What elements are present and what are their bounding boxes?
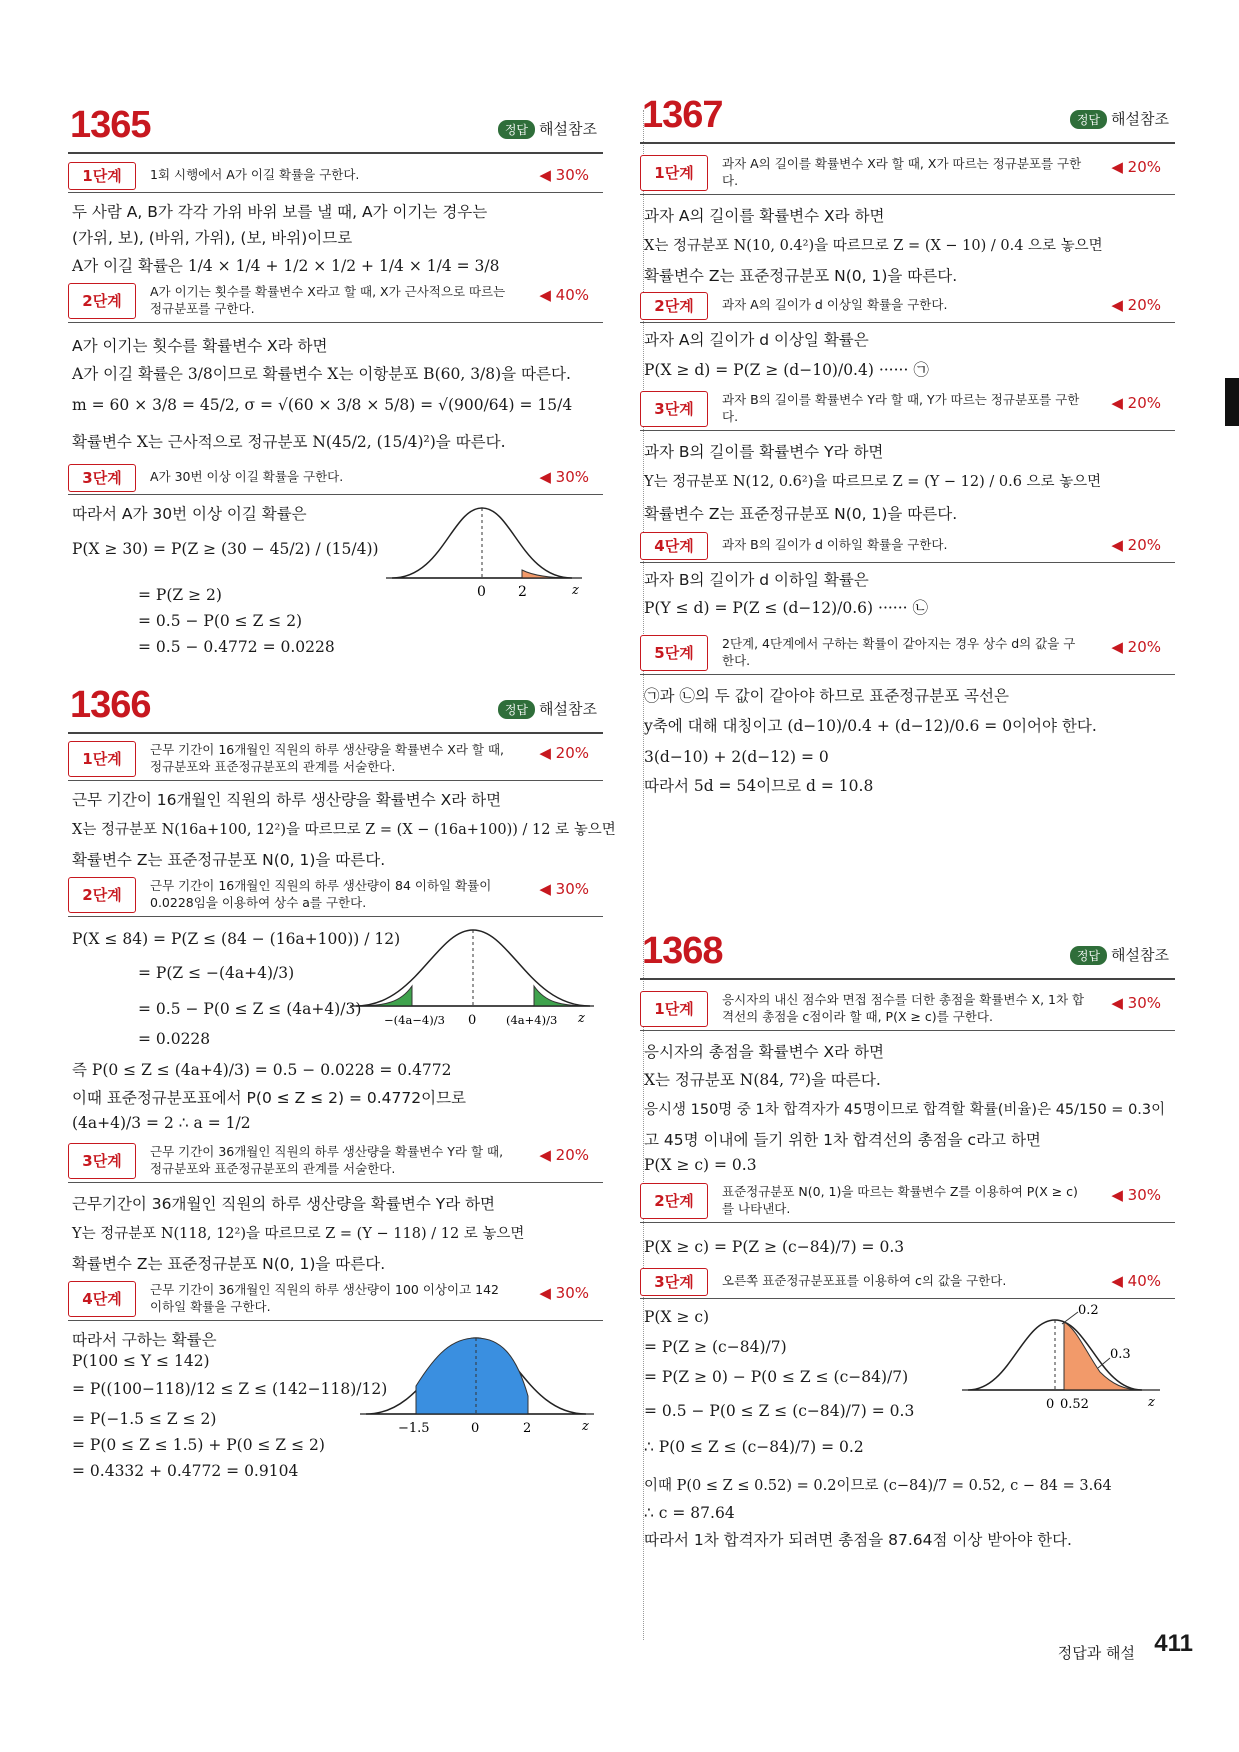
shaded-region (416, 1338, 528, 1414)
area-label-0-3: 0.3 (1110, 1347, 1131, 1362)
axis-label: z (1148, 1395, 1155, 1410)
problem-number: 1368 (642, 930, 723, 972)
axis-label: z (578, 1011, 585, 1026)
answer-ref (498, 118, 597, 139)
step-pct: ◀ 30% (1111, 1186, 1161, 1204)
step-desc: 근무 기간이 36개월인 직원의 하루 생산량을 확률변수 Y라 할 때, 정규분포와 표준정규분포의 관계를 서술한다. (150, 1144, 504, 1176)
tick-0: 0 (1046, 1397, 1055, 1412)
problem-1368 (640, 930, 1175, 1630)
formula: = P(Z ≤ −(4a+4)/3) (138, 964, 295, 982)
step-2 (68, 280, 603, 323)
problem-1367 (640, 94, 1175, 894)
step-tag: 2단계 (68, 283, 136, 319)
step-5 (640, 632, 1175, 675)
answer-ref (1070, 944, 1169, 965)
step-1 (640, 988, 1175, 1031)
step-desc: 근무 기간이 36개월인 직원의 하루 생산량이 100 이상이고 142 이하일 확률을 구한다. (150, 1282, 499, 1314)
step-desc: 과자 B의 길이를 확률변수 Y라 할 때, Y가 따르는 정규분포를 구한다. (722, 392, 1080, 424)
formula: y축에 대해 대칭이고 (d−10)/0.4 + (d−12)/0.6 = 0이어야 한다. (644, 717, 1097, 735)
step-1 (68, 160, 603, 193)
problem-number: 1367 (642, 94, 723, 136)
text-line: ㉠과 ㉡의 두 값이 같아야 하므로 표준정규분포 곡선은 (644, 687, 1009, 705)
formula: = 0.4332 + 0.4772 = 0.9104 (72, 1462, 299, 1480)
tick-0: 0 (468, 1013, 477, 1028)
tick-052: 0.52 (1060, 1397, 1089, 1412)
step-tag: 1단계 (640, 991, 708, 1027)
formula: P(X ≥ c) = 0.3 (644, 1156, 757, 1174)
tick-right: 2 (523, 1421, 532, 1436)
answer-text: 해설참조 (1111, 110, 1169, 128)
step-pct: ◀ 20% (1111, 638, 1161, 656)
formula: ∴ P(0 ≤ Z ≤ (c−84)/7) = 0.2 (644, 1438, 864, 1456)
step-pct: ◀ 20% (539, 744, 589, 762)
step-pct: ◀ 20% (1111, 296, 1161, 314)
step-desc: 과자 A의 길이가 d 이상일 확률을 구한다. (722, 297, 948, 312)
text-line: 확률변수 Z는 표준정규분포 N(0, 1)을 따른다. (644, 505, 958, 523)
normal-curve-figure (960, 1302, 1170, 1422)
step-tag: 2단계 (68, 877, 136, 913)
answer-ref (498, 698, 597, 719)
step-3 (640, 388, 1175, 431)
step-desc: 응시자의 내신 점수와 면접 점수를 더한 총점을 확률변수 X, 1차 합격선의 총점을 c점이라 할 때, P(X ≥ c)를 구한다. (722, 992, 1085, 1024)
text-line: 확률변수 Z는 표준정규분포 N(0, 1)을 따른다. (72, 1255, 386, 1273)
answer-badge: 정답 (498, 700, 535, 719)
text-line: 과자 B의 길이가 d 이하일 확률은 (644, 571, 869, 589)
text-line: 근무기간이 36개월인 직원의 하루 생산량을 확률변수 Y라 하면 (72, 1195, 496, 1213)
problem-number: 1365 (70, 104, 151, 146)
text-line: 두 사람 A, B가 각각 가위 바위 보를 낼 때, A가 이기는 경우는 (72, 203, 488, 221)
text-line: 따라서 구하는 확률은 (72, 1331, 217, 1349)
formula: = P(Z ≥ 2) (138, 586, 222, 604)
tick-left: −1.5 (398, 1421, 430, 1436)
formula: P(100 ≤ Y ≤ 142) (72, 1352, 210, 1370)
formula: = P((100−118)/12 ≤ Z ≤ (142−118)/12) (72, 1380, 388, 1398)
text-line: 확률변수 Z는 표준정규분포 N(0, 1)을 따른다. (72, 851, 386, 869)
text-line: (가위, 보), (바위, 가위), (보, 바위)이므로 (72, 229, 353, 247)
formula: m = 60 × 3/8 = 45/2, σ = √(60 × 3/8 × 5/8) = √(900/64) = 15/4 (72, 396, 573, 414)
step-desc: 근무 기간이 16개월인 직원의 하루 생산량을 확률변수 X라 할 때, 정규분포와 표준정규분포의 관계를 서술한다. (150, 742, 505, 774)
page-number: 411 (1154, 1630, 1193, 1657)
step-tag: 2단계 (640, 1183, 708, 1219)
curve (392, 508, 572, 578)
formula: X는 정규분포 N(10, 0.4²)을 따르므로 Z = (X − 10) / 0.4 으로 놓으면 (644, 238, 1103, 254)
answer-badge: 정답 (498, 120, 535, 139)
formula: P(X ≤ 84) = P(Z ≤ (84 − (16a+100)) / 12) (72, 930, 401, 948)
text-line: A가 이기는 횟수를 확률변수 X라 하면 (72, 337, 328, 355)
step-pct: ◀ 30% (539, 1284, 589, 1302)
formula: = P(Z ≥ 0) − P(0 ≤ Z ≤ (c−84)/7) (644, 1368, 909, 1386)
step-desc: A가 이기는 횟수를 확률변수 X라고 할 때, X가 근사적으로 따르는 정규분포를 구한다. (150, 284, 506, 316)
step-pct: ◀ 40% (1111, 1272, 1161, 1290)
step-pct: ◀ 30% (1111, 994, 1161, 1012)
step-tag: 4단계 (68, 1281, 136, 1317)
step-4 (640, 530, 1175, 563)
answer-badge: 정답 (1070, 110, 1107, 129)
left-tail (356, 986, 412, 1006)
step-2 (640, 1180, 1175, 1223)
formula: = P(−1.5 ≤ Z ≤ 2) (72, 1410, 217, 1428)
step-desc: 근무 기간이 16개월인 직원의 하루 생산량이 84 이하일 확률이 0.0228임을 이용하여 상수 a를 구한다. (150, 878, 492, 910)
step-3 (68, 462, 603, 495)
step-tag: 1단계 (68, 741, 136, 777)
step-1 (640, 152, 1175, 195)
normal-curve-figure (382, 504, 592, 614)
text-line: 따라서 1차 합격자가 되려면 총점을 87.64점 이상 받아야 한다. (644, 1531, 1072, 1549)
step-tag: 3단계 (640, 1268, 708, 1296)
problem-1366 (68, 684, 616, 1484)
answer-ref (1070, 108, 1169, 129)
formula: 즉 P(0 ≤ Z ≤ (4a+4)/3) = 0.5 − 0.0228 = 0.4772 (72, 1061, 452, 1079)
answer-text: 해설참조 (1111, 946, 1169, 964)
step-pct: ◀ 30% (539, 166, 589, 184)
divider (68, 152, 603, 154)
formula: X는 정규분포 N(84, 7²)을 따른다. (644, 1071, 881, 1089)
formula: P(X ≥ 30) = P(Z ≥ (30 − 45/2) / (15/4)) (72, 540, 379, 558)
axis-label: z (572, 583, 579, 598)
step-tag: 1단계 (68, 162, 136, 190)
formula: = P(0 ≤ Z ≤ 1.5) + P(0 ≤ Z ≤ 2) (72, 1436, 325, 1454)
step-desc: 표준정규분포 N(0, 1)을 따르는 확률변수 Z를 이용하여 P(X ≥ c)를 나타낸다. (722, 1184, 1078, 1216)
formula: ∴ c = 87.64 (644, 1504, 735, 1522)
formula: = 0.5 − P(0 ≤ Z ≤ (c−84)/7) = 0.3 (644, 1402, 915, 1420)
step-tag: 3단계 (68, 1143, 136, 1179)
formula: 이때 P(0 ≤ Z ≤ 0.52) = 0.2이므로 (c−84)/7 = 0.52, c − 84 = 3.64 (644, 1478, 1112, 1494)
step-desc: 오른쪽 표준정규분포표를 이용하여 c의 값을 구한다. (722, 1273, 1007, 1288)
formula: Y는 정규분포 N(12, 0.6²)을 따르므로 Z = (Y − 12) / 0.6 으로 놓으면 (644, 474, 1102, 490)
tick-2: 2 (518, 584, 527, 600)
step-desc: 2단계, 4단계에서 구하는 확률이 같아지는 경우 상수 d의 값을 구한다. (722, 636, 1076, 668)
step-desc: 1회 시행에서 A가 이길 확률을 구한다. (150, 167, 360, 182)
step-tag: 1단계 (640, 155, 708, 191)
formula: A가 이길 확률은 1/4 × 1/4 + 1/2 × 1/2 + 1/4 × 1/4 = 3/8 (72, 257, 500, 275)
axis-label: z (582, 1419, 589, 1434)
formula: A가 이길 확률은 3/8이므로 확률변수 X는 이항분포 B(60, 3/8)을 따른다. (72, 365, 571, 383)
answer-text: 해설참조 (539, 700, 597, 718)
divider (640, 978, 1175, 980)
step-pct: ◀ 20% (1111, 394, 1161, 412)
divider (68, 732, 603, 734)
step-desc: 과자 B의 길이가 d 이하일 확률을 구한다. (722, 537, 948, 552)
step-pct: ◀ 40% (539, 286, 589, 304)
normal-curve-figure (358, 1334, 598, 1450)
edge-tab (1225, 378, 1239, 426)
normal-curve-figure (346, 924, 596, 1044)
step-tag: 2단계 (640, 292, 708, 320)
tick-0: 0 (477, 584, 486, 600)
formula: P(X ≥ c) = P(Z ≥ (c−84)/7) = 0.3 (644, 1238, 905, 1256)
formula: 3(d−10) + 2(d−12) = 0 (644, 748, 829, 766)
formula: = 0.0228 (138, 1030, 211, 1048)
formula: X는 정규분포 N(16a+100, 12²)을 따르므로 Z = (X − (16a+100)) / 12 로 놓으면 (72, 822, 616, 838)
step-desc: A가 30번 이상 이길 확률을 구한다. (150, 469, 344, 484)
formula: Y는 정규분포 N(118, 12²)을 따르므로 Z = (Y − 118) / 12 로 놓으면 (72, 1226, 525, 1242)
divider (640, 142, 1175, 144)
step-desc: 과자 A의 길이를 확률변수 X라 할 때, X가 따르는 정규분포를 구한다. (722, 156, 1082, 188)
step-2 (68, 874, 603, 917)
formula: = 0.5 − P(0 ≤ Z ≤ 2) (138, 612, 303, 630)
formula: = 0.5 − 0.4772 = 0.0228 (138, 638, 335, 656)
tick-right: (4a+4)/3 (506, 1013, 558, 1027)
formula: (4a+4)/3 = 2 ∴ a = 1/2 (72, 1114, 251, 1132)
formula: P(Y ≤ d) = P(Z ≤ (d−12)/0.6) ······ ㉡ (644, 599, 929, 617)
step-3 (640, 1266, 1175, 1299)
text-line: 이때 표준정규분포표에서 P(0 ≤ Z ≤ 2) = 0.4772이므로 (72, 1089, 467, 1107)
formula: P(X ≥ c) (644, 1308, 710, 1326)
footer-label: 정답과 해설 (1057, 1644, 1135, 1662)
step-3 (68, 1140, 603, 1183)
problem-1365 (68, 104, 603, 664)
formula: = P(Z ≥ (c−84)/7) (644, 1338, 787, 1356)
step-pct: ◀ 20% (1111, 536, 1161, 554)
tick-0: 0 (471, 1421, 480, 1436)
area-label-0-2: 0.2 (1078, 1303, 1099, 1318)
step-pct: ◀ 20% (1111, 158, 1161, 176)
text-line: 따라서 A가 30번 이상 이길 확률은 (72, 505, 307, 523)
formula: 따라서 5d = 54이므로 d = 10.8 (644, 777, 874, 795)
step-pct: ◀ 30% (539, 880, 589, 898)
step-pct: ◀ 30% (539, 468, 589, 486)
step-tag: 5단계 (640, 635, 708, 671)
step-2 (640, 290, 1175, 323)
formula: = 0.5 − P(0 ≤ Z ≤ (4a+4)/3) (138, 1000, 362, 1018)
step-4 (68, 1278, 603, 1321)
problem-number: 1366 (70, 684, 151, 726)
tick-left: −(4a−4)/3 (384, 1013, 445, 1027)
text-line: 고 45명 이내에 들기 위한 1차 합격선의 총점을 c라고 하면 (644, 1131, 1041, 1149)
text-line: 과자 B의 길이를 확률변수 Y라 하면 (644, 443, 884, 461)
step-1 (68, 738, 603, 781)
text-line: 과자 A의 길이가 d 이상일 확률은 (644, 331, 869, 349)
text-line: 응시자의 총점을 확률변수 X라 하면 (644, 1043, 884, 1061)
text-line: 근무 기간이 16개월인 직원의 하루 생산량을 확률변수 X라 하면 (72, 791, 502, 809)
answer-text: 해설참조 (539, 120, 597, 138)
text-line: 과자 A의 길이를 확률변수 X라 하면 (644, 207, 885, 225)
step-tag: 4단계 (640, 532, 708, 560)
step-tag: 3단계 (640, 391, 708, 427)
answer-badge: 정답 (1070, 946, 1107, 965)
pointer (1062, 1312, 1078, 1324)
formula: 확률변수 X는 근사적으로 정규분포 N(45/2, (15/4)²)을 따른다. (72, 433, 506, 451)
step-tag: 3단계 (68, 464, 136, 492)
formula: P(X ≥ d) = P(Z ≥ (d−10)/0.4) ······ ㉠ (644, 361, 929, 379)
right-tail (534, 986, 590, 1006)
text-line: 응시생 150명 중 1차 합격자가 45명이므로 합격할 확률(비율)은 45/150 = 0.3이 (644, 1102, 1166, 1118)
text-line: 확률변수 Z는 표준정규분포 N(0, 1)을 따른다. (644, 267, 958, 285)
step-pct: ◀ 20% (539, 1146, 589, 1164)
